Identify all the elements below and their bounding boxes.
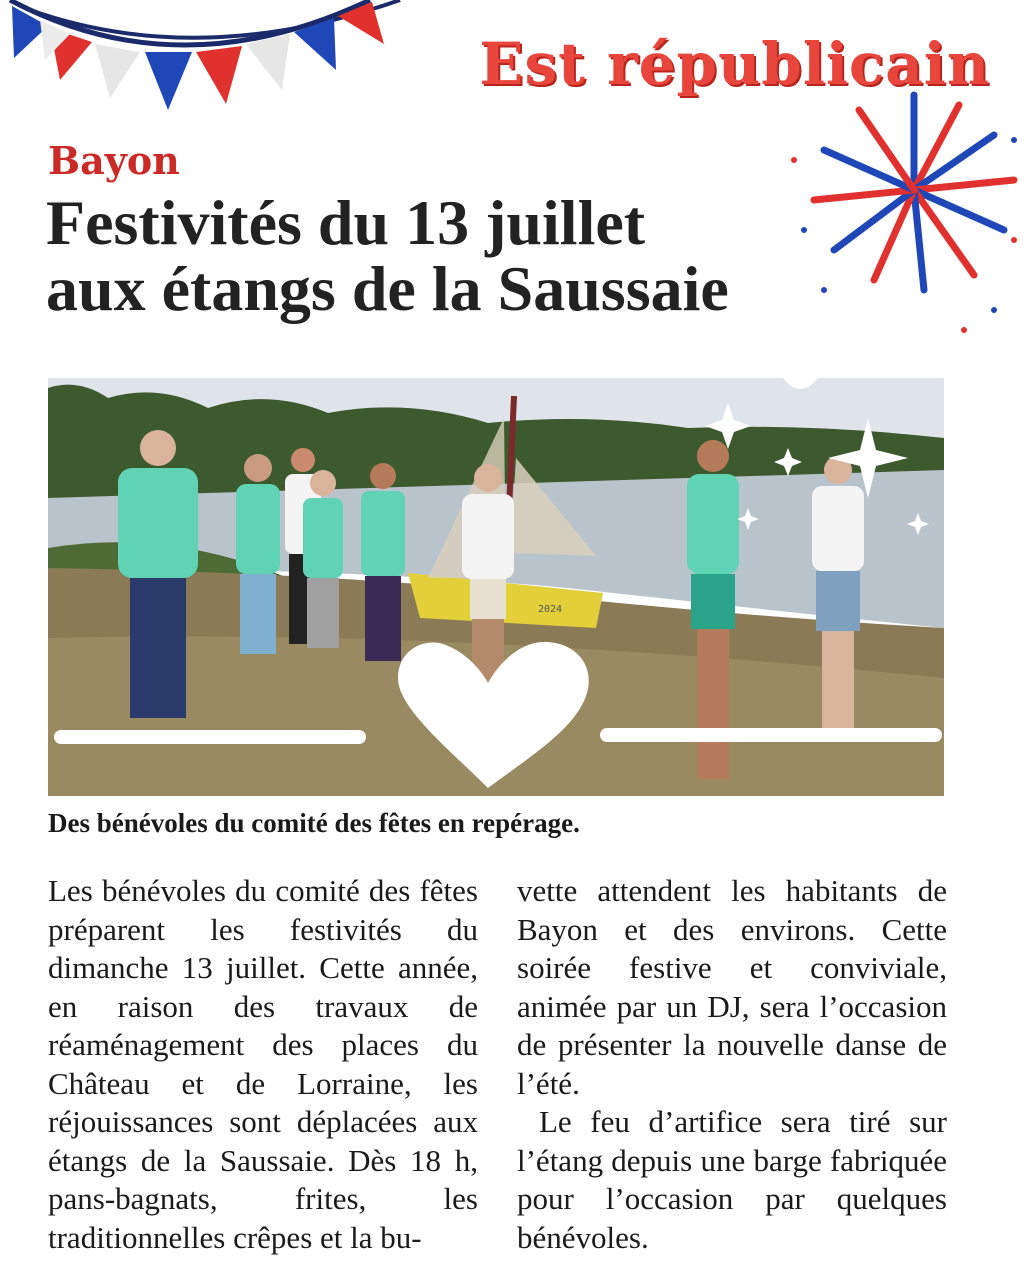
article-column-2	[517, 872, 947, 1257]
masthead-title: Est républicain	[479, 30, 990, 98]
redaction-right	[600, 728, 942, 742]
article-paragraph-1: Les bénévoles du comité des fêtes préparent les festivités du dimanche 13 juillet. Cette année, en raison des travaux de réaménagement des places du Château et de Lorraine, les réjouissances sont déplacées aux étangs de la Saussaie. Dès 18 h, pans-bagnats, frites, les traditionnelles crêpes et la bu-	[48, 873, 478, 1255]
bunting-decoration	[0, 0, 420, 140]
boat-label: 2024	[538, 604, 563, 615]
photo-caption: Des bénévoles du comité des fêtes en repérage.	[48, 808, 580, 838]
redaction-left	[54, 730, 366, 744]
headline-line-2: aux étangs de la Saussaie	[46, 253, 729, 324]
headline-line-1: Festivités du 13 juillet	[46, 187, 646, 258]
article-photo	[48, 378, 944, 796]
section-label: Bayon	[48, 138, 180, 183]
article-column-1	[48, 872, 478, 1257]
article-paragraph-3: Le feu d’artifice sera tiré sur l’étang depuis une barge fabriquée pour l’occasion par quelques bénévoles.	[517, 1104, 947, 1255]
headline	[46, 187, 846, 324]
article-paragraph-2: vette attendent les habitants de Bayon et des environs. Cette soirée festive et conviviale, animée par un DJ, sera l’occasion de présenter la nouvelle danse de l’été.	[517, 873, 947, 1101]
